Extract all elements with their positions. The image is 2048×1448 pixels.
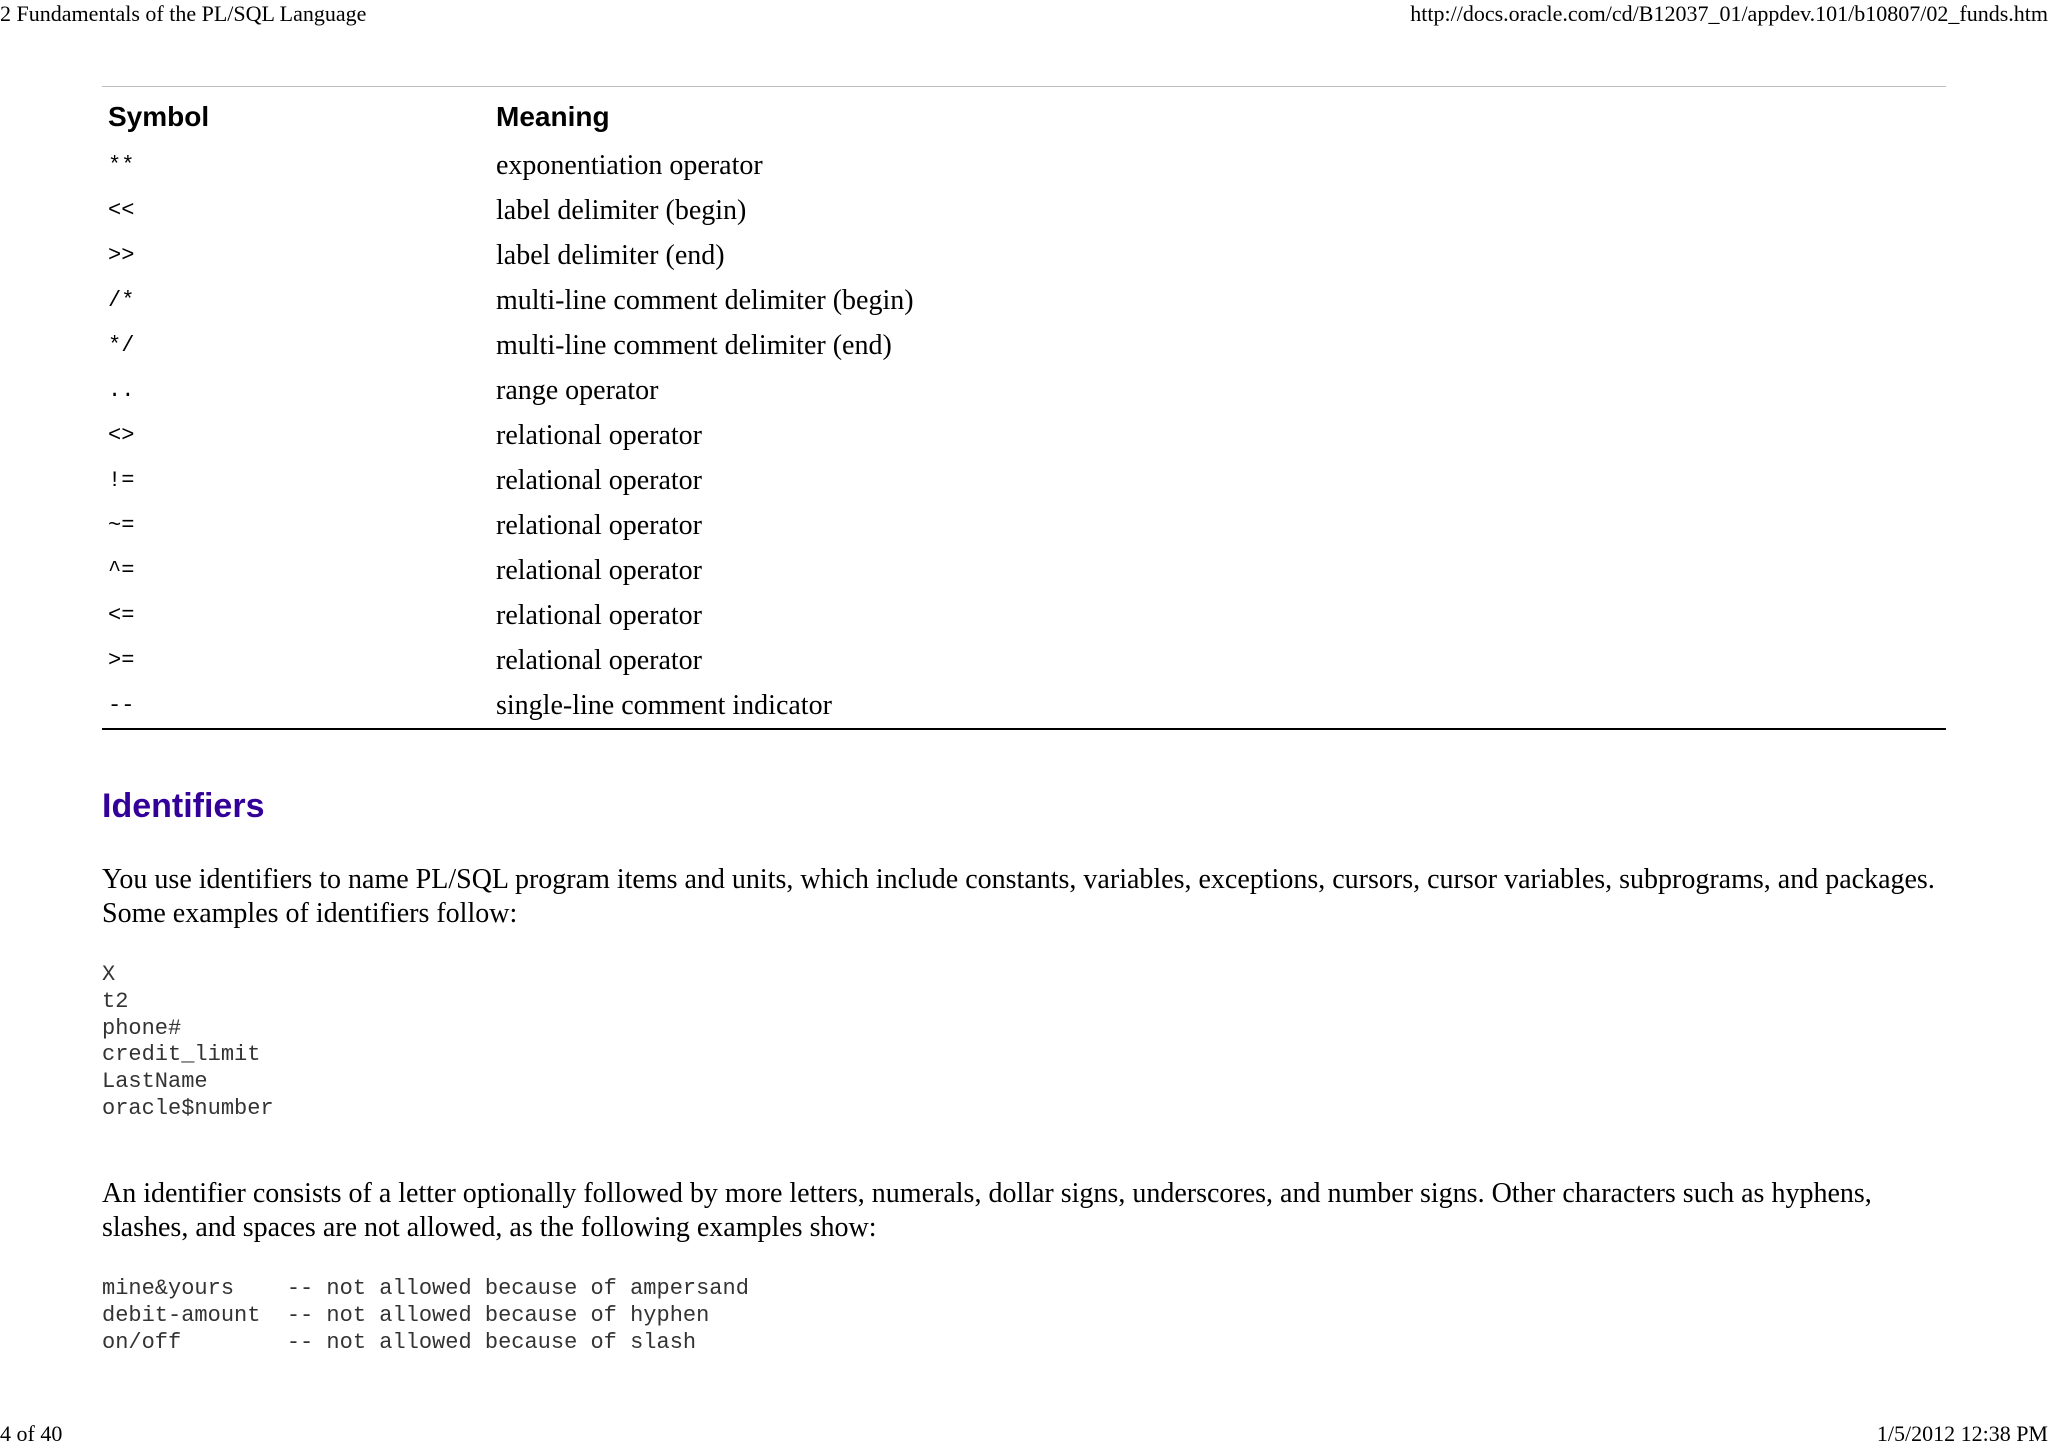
symbol-cell: ** — [108, 153, 135, 178]
meaning-cell: exponentiation operator — [496, 149, 763, 181]
table-row — [102, 638, 1946, 683]
identifiers-intro-paragraph: You use identifiers to name PL/SQL program items and units, which include constants, variables, exceptions, cursors, cursor variables, subprograms, and packages. Some examples of identifiers follow: — [102, 864, 1935, 929]
invalid-identifier-examples-code — [102, 1276, 749, 1356]
table-row — [102, 323, 1946, 368]
identifier-example-line: X — [102, 962, 116, 987]
identifier-example-line: LastName — [102, 1069, 208, 1095]
meaning-cell: range operator — [496, 374, 659, 406]
identifiers-heading: Identifiers — [102, 787, 265, 825]
meaning-cell: multi-line comment delimiter (begin) — [496, 284, 914, 316]
table-row — [102, 593, 1946, 638]
meaning-cell: relational operator — [496, 644, 703, 676]
identifier-example-line: phone# — [102, 1015, 182, 1041]
table-row — [102, 278, 1946, 323]
meaning-cell: multi-line comment delimiter (end) — [496, 329, 892, 361]
identifiers-rule-paragraph: An identifier consists of a letter optionally followed by more letters, numerals, dollar signs, underscores, and number signs. Other characters such as hyphens, slashes, and spaces are not allowed, as the following examples show: — [102, 1178, 1872, 1243]
meaning-cell: label delimiter (begin) — [496, 194, 747, 226]
symbol-cell: <> — [108, 423, 135, 448]
meaning-cell: relational operator — [496, 509, 703, 541]
meaning-cell: relational operator — [496, 464, 703, 496]
symbol-cell: != — [108, 468, 135, 493]
symbol-cell: -- — [108, 693, 135, 718]
table-row — [102, 188, 1946, 233]
symbol-cell: <= — [108, 603, 135, 628]
symbol-cell: ^= — [108, 558, 135, 583]
identifier-examples-code — [102, 962, 274, 1123]
table-row — [102, 233, 1946, 278]
print-header-url: http://docs.oracle.com/cd/B12037_01/appdev.101/b10807/02_funds.htm — [1410, 1, 2048, 26]
table-row — [102, 143, 1946, 188]
meaning-cell: single-line comment indicator — [496, 689, 832, 721]
symbol-cell: ~= — [108, 513, 135, 538]
table-row — [102, 503, 1946, 548]
table-row — [102, 368, 1946, 413]
meaning-cell: label delimiter (end) — [496, 239, 725, 271]
meaning-cell: relational operator — [496, 599, 703, 631]
print-footer-page: 4 of 40 — [0, 1421, 63, 1446]
symbol-cell: */ — [108, 333, 135, 358]
table-row — [102, 548, 1946, 593]
table-row — [102, 458, 1946, 503]
meaning-cell: relational operator — [496, 554, 703, 586]
meaning-column-header: Meaning — [496, 101, 610, 132]
print-header-title: 2 Fundamentals of the PL/SQL Language — [0, 1, 367, 26]
symbol-cell: /* — [108, 288, 135, 313]
table-header-row — [102, 87, 1946, 144]
invalid-identifier-example-line: debit-amount -- not allowed because of hyphen — [102, 1302, 710, 1328]
print-footer-datetime: 1/5/2012 12:38 PM — [1876, 1421, 2048, 1446]
symbol-table — [102, 86, 1946, 730]
identifier-example-line: credit_limit — [102, 1042, 261, 1068]
symbol-cell: >> — [108, 243, 135, 268]
symbol-column-header: Symbol — [108, 101, 210, 132]
table-row — [102, 413, 1946, 458]
identifier-example-line: oracle$number — [102, 1095, 274, 1121]
invalid-identifier-example-line: mine&yours -- not allowed because of ampersand — [102, 1276, 749, 1301]
table-row — [102, 683, 1946, 729]
invalid-identifier-example-line: on/off -- not allowed because of slash — [102, 1329, 697, 1355]
meaning-cell: relational operator — [496, 419, 703, 451]
symbol-cell: << — [108, 198, 135, 223]
symbol-cell: .. — [108, 378, 135, 403]
identifier-example-line: t2 — [102, 988, 129, 1014]
document-content — [102, 86, 1946, 1355]
symbol-table-body — [102, 143, 1946, 729]
symbol-cell: >= — [108, 648, 135, 673]
